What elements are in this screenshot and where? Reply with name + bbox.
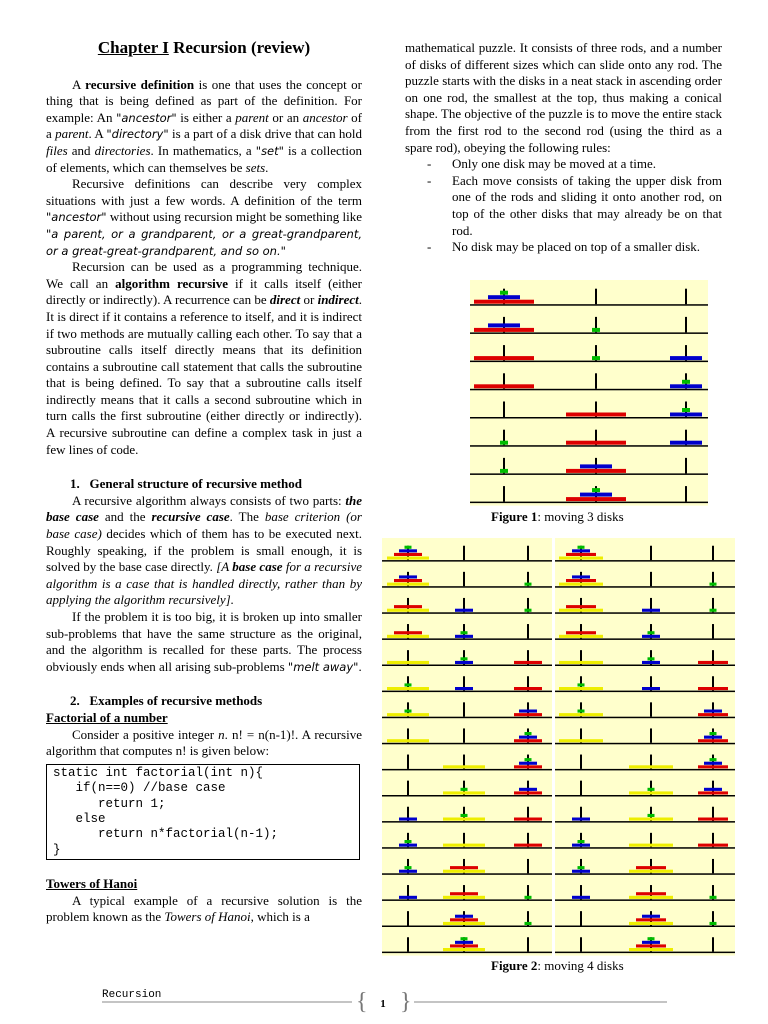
disk — [387, 739, 429, 742]
disk — [559, 739, 603, 742]
disk — [443, 870, 485, 873]
disk — [580, 464, 612, 468]
page-title — [46, 40, 362, 57]
disk — [704, 788, 722, 791]
figure-baseline — [555, 586, 735, 588]
disk — [629, 765, 673, 768]
disk — [578, 710, 585, 713]
disk — [474, 300, 534, 304]
section-1-paragraph-1: A recursive algorithm always consists of two parts: the base case and the recursive case. The base criterion (or base case) decides which of them has to be executed next. Roughly speaking, if the problem is small enough, it is solved by the base case directly. [A base case for a recursive algorithm is a case that is handled directly, rather than by applying the algorithm recursively]. — [46, 492, 362, 608]
disk — [559, 635, 603, 638]
disk — [443, 765, 485, 768]
disk — [514, 713, 542, 716]
figure-baseline — [555, 638, 735, 640]
disk — [461, 788, 468, 791]
disk — [405, 546, 412, 549]
figure-baseline — [382, 899, 552, 901]
disk — [566, 605, 596, 608]
section-1-heading: 1. General structure of recursive method — [70, 476, 303, 492]
disk — [636, 866, 666, 869]
disk — [394, 579, 422, 582]
disk — [525, 758, 532, 761]
rod — [595, 373, 597, 389]
factorial-code-block: static int factorial(int n){ if(n==0) //base case return 1; else return n*factorial(n-1); } — [46, 764, 360, 860]
disk — [443, 844, 485, 847]
disk — [566, 631, 596, 634]
disk — [387, 635, 429, 638]
figure-baseline — [555, 952, 735, 954]
rod — [712, 624, 714, 638]
right-column — [405, 40, 722, 256]
rod — [685, 289, 687, 305]
disk — [642, 915, 660, 918]
rod — [407, 911, 409, 925]
disk — [698, 739, 728, 742]
disk — [572, 844, 590, 847]
rod — [580, 911, 582, 925]
disk — [525, 732, 532, 735]
disk — [592, 328, 600, 332]
disk — [399, 575, 417, 578]
disk — [698, 765, 728, 768]
figure-baseline — [382, 952, 552, 954]
figure-baseline — [555, 847, 735, 849]
disk — [519, 788, 537, 791]
disk — [474, 384, 534, 388]
figure-baseline — [555, 821, 735, 823]
disk — [405, 866, 412, 869]
disk — [710, 922, 717, 925]
disk — [642, 687, 660, 690]
figure-baseline — [555, 899, 735, 901]
disk — [566, 553, 596, 556]
figure-baseline — [555, 717, 735, 719]
disk — [670, 441, 702, 445]
disk — [704, 762, 722, 765]
disk — [387, 687, 429, 690]
figure-baseline — [382, 926, 552, 928]
disk — [455, 609, 473, 612]
disk — [566, 441, 626, 445]
disk — [572, 549, 590, 552]
disk — [629, 818, 673, 821]
intro-paragraph-2: Recursive definitions can describe very complex situations with just a few words. A definition of the term "ancestor" without using recursion might be something like "a parent, or a grandparent, or a great-grandparent, or a great-great-grandparent, and so on." — [46, 176, 362, 258]
disk — [710, 896, 717, 899]
disk — [629, 922, 673, 925]
disk — [572, 870, 590, 873]
disk — [443, 948, 485, 951]
rod — [650, 546, 652, 560]
disk — [592, 488, 600, 492]
disk — [443, 922, 485, 925]
figure-baseline — [382, 795, 552, 797]
disk — [387, 661, 429, 664]
disk — [710, 732, 717, 735]
disk — [399, 818, 417, 821]
rod — [712, 937, 714, 951]
rod — [712, 546, 714, 560]
rod — [463, 572, 465, 586]
rod — [407, 937, 409, 951]
disk — [698, 791, 728, 794]
disk — [461, 631, 468, 634]
disk — [450, 866, 478, 869]
disk — [572, 575, 590, 578]
rod — [407, 755, 409, 769]
disk — [566, 413, 626, 417]
left-column — [46, 40, 362, 926]
rod — [503, 486, 505, 502]
disk — [461, 937, 468, 940]
disk — [572, 896, 590, 899]
disk — [455, 941, 473, 944]
disk — [387, 557, 429, 560]
figure-baseline — [555, 795, 735, 797]
figure-baseline — [555, 612, 735, 614]
disk — [474, 328, 534, 332]
rod — [407, 781, 409, 795]
disk — [461, 657, 468, 660]
disk — [648, 937, 655, 940]
rod — [463, 702, 465, 716]
disk — [682, 408, 690, 412]
chapter-title: Recursion (review) — [168, 38, 311, 57]
disk — [578, 840, 585, 843]
disk — [566, 579, 596, 582]
page-footer — [102, 987, 667, 1017]
disk — [559, 557, 603, 560]
footer-label: Recursion — [102, 989, 162, 1001]
disk — [559, 583, 603, 586]
disk — [514, 687, 542, 690]
disk — [488, 323, 520, 327]
disk — [525, 922, 532, 925]
figure-baseline — [382, 665, 552, 667]
disk — [670, 356, 702, 360]
rod — [463, 546, 465, 560]
section-2-heading: 2. Examples of recursive methods — [70, 693, 263, 709]
disk — [514, 844, 542, 847]
disk — [682, 380, 690, 384]
disk — [500, 469, 508, 473]
disk — [519, 762, 537, 765]
figure-baseline — [470, 417, 708, 419]
disk — [514, 739, 542, 742]
figure-baseline — [382, 847, 552, 849]
section-1-paragraph-2: If the problem it is too big, it is broken up into smaller sub-problems that have the same structure as the original, and the algorithm is recalled for these parts. The process obviously ends when all arising sub-problems "melt away". — [46, 609, 362, 674]
figure-baseline — [382, 873, 552, 875]
disk — [648, 657, 655, 660]
disk — [455, 635, 473, 638]
disk — [578, 683, 585, 686]
figure-baseline — [382, 691, 552, 693]
figure-1-diagram — [470, 280, 708, 506]
disk — [580, 493, 612, 497]
disk — [525, 896, 532, 899]
rod — [685, 486, 687, 502]
disk — [405, 710, 412, 713]
rod — [685, 458, 687, 474]
disk — [559, 661, 603, 664]
disk — [629, 948, 673, 951]
disk — [559, 609, 603, 612]
figure-baseline — [382, 586, 552, 588]
disk — [514, 661, 542, 664]
footer-brace-left: { — [356, 989, 368, 1015]
disk — [670, 413, 702, 417]
figure-baseline — [470, 445, 708, 447]
figure-2-diagram-left — [382, 538, 552, 956]
disk — [648, 814, 655, 817]
disk — [629, 870, 673, 873]
disk — [642, 609, 660, 612]
disk — [710, 583, 717, 586]
chapter-label: Chapter I — [97, 38, 169, 57]
disk — [629, 791, 673, 794]
disk — [559, 687, 603, 690]
rod — [580, 937, 582, 951]
footer-brace-right: } — [400, 989, 412, 1015]
figure-baseline — [555, 743, 735, 745]
disk — [629, 896, 673, 899]
disk — [642, 941, 660, 944]
figure-baseline — [470, 332, 708, 334]
rod — [650, 572, 652, 586]
disk — [636, 944, 666, 947]
disk — [461, 814, 468, 817]
disk — [698, 713, 728, 716]
disk — [636, 918, 666, 921]
disk — [704, 736, 722, 739]
disk — [566, 497, 626, 501]
disk — [500, 441, 508, 445]
disk — [488, 295, 520, 299]
figure-baseline — [470, 361, 708, 363]
figure-baseline — [470, 304, 708, 306]
factorial-paragraph: Consider a positive integer n. n! = n(n-1)!. A recursive algorithm that computes n! is given below: — [46, 726, 362, 759]
disk — [387, 583, 429, 586]
rod — [580, 781, 582, 795]
disk — [629, 844, 673, 847]
figure-baseline — [470, 502, 708, 504]
figure-baseline — [555, 926, 735, 928]
figure-baseline — [382, 717, 552, 719]
disk — [578, 546, 585, 549]
rod — [527, 624, 529, 638]
figure-baseline — [382, 821, 552, 823]
disk — [559, 713, 603, 716]
figure-baseline — [382, 638, 552, 640]
disk — [648, 631, 655, 634]
figure-baseline — [555, 769, 735, 771]
disk — [525, 609, 532, 612]
figure-baseline — [382, 769, 552, 771]
disk — [474, 356, 534, 360]
disk — [443, 896, 485, 899]
figure-baseline — [470, 389, 708, 391]
figure-baseline — [555, 560, 735, 562]
factorial-heading: Factorial of a number — [46, 709, 168, 725]
rod — [503, 401, 505, 417]
disk — [514, 765, 542, 768]
disk — [399, 870, 417, 873]
disk — [394, 605, 422, 608]
page-number: 1 — [380, 998, 386, 1010]
figure-baseline — [555, 691, 735, 693]
rules-list — [405, 156, 722, 256]
disk — [514, 818, 542, 821]
disk — [698, 844, 728, 847]
disk — [455, 687, 473, 690]
hanoi-heading: Towers of Hanoi — [46, 876, 138, 892]
disk — [443, 791, 485, 794]
disk — [519, 710, 537, 713]
disk — [566, 469, 626, 473]
rod — [527, 546, 529, 560]
disk — [405, 683, 412, 686]
rod — [527, 937, 529, 951]
disk — [704, 710, 722, 713]
disk — [443, 818, 485, 821]
disk — [698, 661, 728, 664]
disk — [450, 944, 478, 947]
intro-paragraph-3: Recursion can be used as a programming technique. We call an algorithm recursive if it calls itself (either directly or indirectly). A recurrence can be direct or indirect. It is direct if it contains a reference to itself, and it is indirect if two methods are mutually calling each other. To say that a subroutine calls itself directly means that its definition contains a subroutine call statement that calls the subroutine that is being defined. To say that a subroutine calls itself indirectly means that it calls a second subroutine which in turn calls the first subroutine (either directly or indirectly). A recursive subroutine can define a complex task in just a few lines of code. — [46, 259, 362, 457]
disk — [648, 788, 655, 791]
disk — [636, 892, 666, 895]
disk — [592, 356, 600, 360]
rule-item: - Each move consists of taking the upper disk from one of the rods and sliding it onto another rod, on top of the other disks that may already be on that rod. — [425, 173, 722, 239]
disk — [514, 791, 542, 794]
rule-item: - No disk may be placed on top of a smaller disk. — [425, 239, 722, 256]
disk — [642, 661, 660, 664]
figure-baseline — [555, 665, 735, 667]
disk — [500, 291, 508, 295]
figure-baseline — [382, 743, 552, 745]
disk — [387, 713, 429, 716]
figure-1-caption: Figure 1: moving 3 disks — [491, 509, 624, 524]
disk — [399, 896, 417, 899]
rod — [580, 755, 582, 769]
disk — [450, 892, 478, 895]
figure-baseline — [555, 873, 735, 875]
hanoi-paragraph: A typical example of a recursive solution is the problem known as the Towers of Hanoi, which is a — [46, 892, 362, 925]
disk — [519, 736, 537, 739]
disk — [525, 583, 532, 586]
disk — [710, 609, 717, 612]
disk — [572, 818, 590, 821]
rod — [712, 859, 714, 873]
disk — [698, 687, 728, 690]
figure-baseline — [470, 473, 708, 475]
disk — [387, 609, 429, 612]
figure-2-caption: Figure 2: moving 4 disks — [491, 958, 624, 973]
disk — [399, 549, 417, 552]
disk — [399, 844, 417, 847]
figure-baseline — [382, 612, 552, 614]
hanoi-description: mathematical puzzle. It consists of three rods, and a number of disks of different sizes which can slide onto any rod. The puzzle starts with the disks in a neat stack in ascending order on one rod, the smallest at the top, thus making a conical shape. The objective of the puzzle is to move the entire stack from the first rod to the second rod (using the third as a spare rod), obeying the following rules: — [405, 40, 722, 155]
disk — [394, 631, 422, 634]
disk — [578, 866, 585, 869]
disk — [455, 661, 473, 664]
disk — [670, 384, 702, 388]
rod — [650, 702, 652, 716]
rod — [463, 728, 465, 742]
rod — [595, 289, 597, 305]
disk — [450, 918, 478, 921]
disk — [698, 818, 728, 821]
disk — [710, 758, 717, 761]
intro-paragraph-1: A recursive definition is one that uses the concept or thing that is being defined as part of the definition. For example: An "ancestor" is either a parent or an ancestor of a parent. A "directory" is a part of a disk drive that can hold files and directories. In mathematics, a "set" is a collection of elements, which can themselves be sets. — [46, 76, 362, 175]
rod — [685, 317, 687, 333]
figure-2-diagram-right — [555, 538, 735, 956]
rod — [527, 859, 529, 873]
figure-baseline — [382, 560, 552, 562]
rule-item: - Only one disk may be moved at a time. — [425, 156, 722, 173]
disk — [642, 635, 660, 638]
disk — [405, 840, 412, 843]
disk — [455, 915, 473, 918]
rod — [650, 728, 652, 742]
disk — [394, 553, 422, 556]
